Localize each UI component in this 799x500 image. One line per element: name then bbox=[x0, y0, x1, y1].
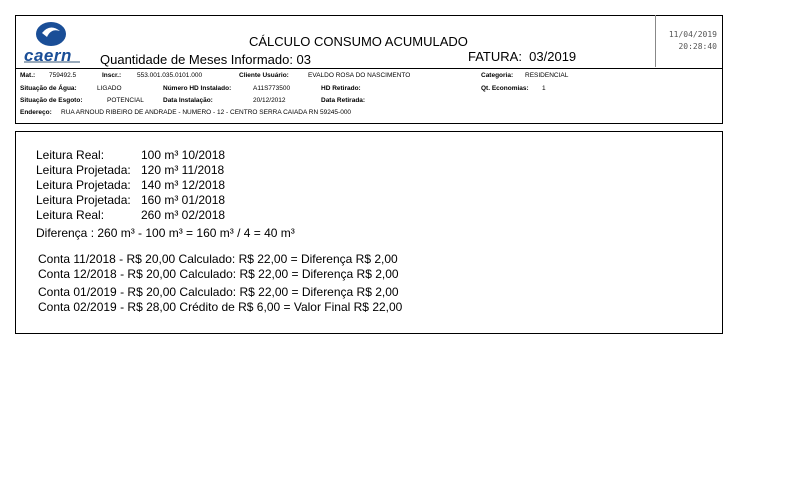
retirada-label: Data Retirada: bbox=[321, 97, 366, 104]
fatura-value: 03/2019 bbox=[529, 49, 577, 64]
categoria-value: RESIDENCIAL bbox=[525, 72, 569, 79]
customer-info bbox=[15, 68, 723, 124]
endereco-value: RUA ARNOUD RIBEIRO DE ANDRADE - NUMERO - 12 - CENTRO SERRA CAIADA RN 59245-000 bbox=[61, 109, 352, 116]
reading-label: Leitura Real: bbox=[36, 208, 105, 222]
esgoto-value: POTENCIAL bbox=[107, 97, 144, 104]
bill-line: Conta 02/2019 - R$ 28,00 Crédito de R$ 6,00 = Valor Final R$ 22,00 bbox=[38, 300, 403, 314]
caern-logo bbox=[20, 19, 84, 65]
instalacao-value: 20/12/2012 bbox=[253, 97, 286, 104]
print-time: 20:28:40 bbox=[678, 42, 717, 51]
reading-label: Leitura Projetada: bbox=[36, 163, 131, 177]
mat-label: Mat.: bbox=[20, 72, 36, 79]
mat-value: 759492.5 bbox=[49, 72, 77, 79]
reading-label: Leitura Projetada: bbox=[36, 193, 131, 207]
fatura bbox=[468, 49, 576, 64]
agua-value: LIGADO bbox=[97, 85, 122, 92]
instalacao-label: Data Instalação: bbox=[163, 97, 213, 104]
logo-text: caern bbox=[24, 46, 72, 65]
page-title: CÁLCULO CONSUMO ACUMULADO bbox=[249, 34, 468, 49]
inscr-value: 553.001.035.0101.000 bbox=[137, 72, 203, 79]
cliente-label: Cliente Usuário: bbox=[239, 72, 289, 79]
categoria-label: Categoria: bbox=[481, 72, 514, 79]
economias-label: Qt. Economias: bbox=[481, 85, 529, 92]
bill-line: Conta 12/2018 - R$ 20,00 Calculado: R$ 22,00 = Diferença R$ 2,00 bbox=[38, 267, 399, 281]
consumption-calculation bbox=[15, 131, 723, 334]
agua-label: Situação de Água: bbox=[20, 85, 77, 92]
reading-value: 260 m³ 02/2018 bbox=[141, 208, 226, 222]
bill-line: Conta 01/2019 - R$ 20,00 Calculado: R$ 22,00 = Diferença R$ 2,00 bbox=[38, 285, 399, 299]
hd-value: A11S773500 bbox=[253, 85, 291, 92]
months-informed: Quantidade de Meses Informado: 03 bbox=[100, 52, 312, 67]
reading-value: 120 m³ 11/2018 bbox=[141, 163, 225, 177]
bill-line: Conta 11/2018 - R$ 20,00 Calculado: R$ 22,00 = Diferença R$ 2,00 bbox=[38, 252, 398, 266]
cliente-value: EVALDO ROSA DO NASCIMENTO bbox=[308, 72, 411, 79]
reading-label: Leitura Projetada: bbox=[36, 178, 131, 192]
reading-value: 100 m³ 10/2018 bbox=[141, 148, 226, 162]
timestamp-box bbox=[655, 15, 723, 67]
fatura-label: FATURA: bbox=[468, 49, 522, 64]
hd-retirado-label: HD Retirado: bbox=[321, 85, 361, 92]
difference-calculation: Diferença : 260 m³ - 100 m³ = 160 m³ / 4 = 40 m³ bbox=[36, 226, 295, 240]
reading-label: Leitura Real: bbox=[36, 148, 105, 162]
endereco-label: Endereço: bbox=[20, 109, 52, 116]
reading-value: 160 m³ 01/2018 bbox=[141, 193, 226, 207]
hd-label: Número HD Instalado: bbox=[163, 85, 232, 92]
economias-value: 1 bbox=[542, 85, 546, 92]
report-header bbox=[15, 15, 723, 69]
esgoto-label: Situação de Esgoto: bbox=[20, 97, 83, 104]
reading-value: 140 m³ 12/2018 bbox=[141, 178, 226, 192]
print-date: 11/04/2019 bbox=[668, 30, 717, 39]
inscr-label: Inscr.: bbox=[102, 72, 122, 79]
